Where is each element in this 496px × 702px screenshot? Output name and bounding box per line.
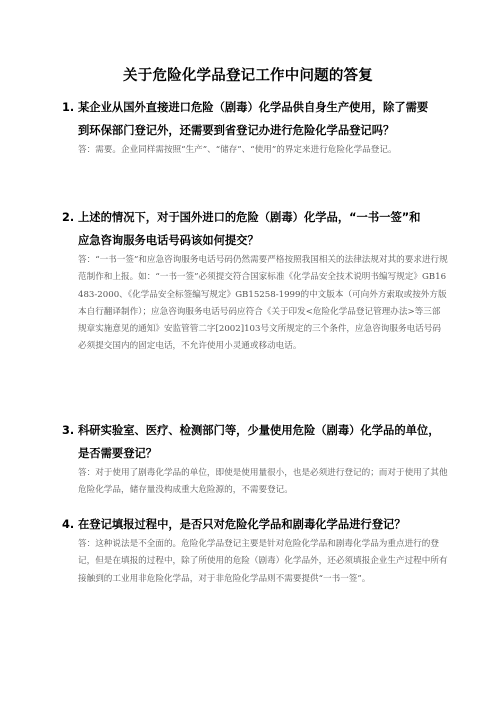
question-text: 某企业从国外直接进口危险（剧毒）化学品供自身生产使用，除了需要 (78, 101, 429, 114)
answer-4: 答：这种说法是不全面的。危险化学品登记主要是针对危险化学品和剧毒化学品为重点进行的登记，但是在填报的过程中，除了所使用的危险（剧毒）化学品外，还必须填报企业生产过程中所有接触到的工业用非危险化学品，对于非危险化学品则不需要提供“一书一签”。 (78, 539, 448, 584)
question-number: 3. (62, 424, 75, 437)
answer-2: 答：“一书一签”和应急咨询服务电话号码仍然需要严格按照我国相关的法律法规对其的要求进行规范制作和上报。如：“一书一签”必须提交符合国家标准《化学品安全技术说明书编写规定》GB16483-2000、《化学品安全标签编写规定》GB15258-1999的中文版本（可向外方索取或按外方版本自行翻译制作）；应急咨询服务电话号码应符合《关于印发<危险化学品登记管理办法>等三部规章实施意见的通知》安监管管二字[2002]103号文所规定的三个条件，应急咨询服务电话号码必须提交国内的固定电话，不允许使用小灵通或移动电话。 (78, 255, 448, 352)
question-text: 在登记填报过程中，是否只对危险化学品和剧毒化学品进行登记？ (78, 518, 406, 531)
question-number: 1. (62, 101, 75, 114)
answer-3: 答：对于使用了剧毒化学品的单位，即使是使用量很小，也是必须进行登记的；而对于使用了其他危险化学品，储存量没构成重大危险源的，不需要登记。 (78, 468, 448, 496)
question-number: 2. (62, 211, 75, 224)
question-text: 科研实验室、医疗、检测部门等，少量使用危险（剧毒）化学品的单位， (78, 424, 440, 437)
qa-item-4 (62, 513, 448, 588)
question-text-continued: 应急咨询服务电话号码该如何提交？ (78, 234, 259, 247)
question-text-continued: 到环保部门登记外，还需要到省登记办进行危险化学品登记吗？ (78, 124, 395, 137)
question-text-continued: 是否需要登记？ (78, 447, 158, 460)
question-text: 上述的情况下，对于国外进口的危险（剧毒）化学品，“一书一签”和 (78, 211, 421, 224)
question-2 (62, 206, 448, 229)
answer-1: 答：需要。企业同样需按照“生产”、“储存”、“使用”的界定来进行危险化学品登记。 (78, 145, 397, 155)
qa-item-2 (62, 206, 448, 356)
question-4 (62, 513, 448, 536)
question-1 (62, 96, 448, 119)
qa-item-1 (62, 96, 448, 159)
qa-item-3 (62, 419, 448, 500)
page-title: 关于危险化学品登记工作中问题的答复 (123, 68, 373, 84)
question-number: 4. (62, 518, 75, 531)
question-3 (62, 419, 448, 442)
